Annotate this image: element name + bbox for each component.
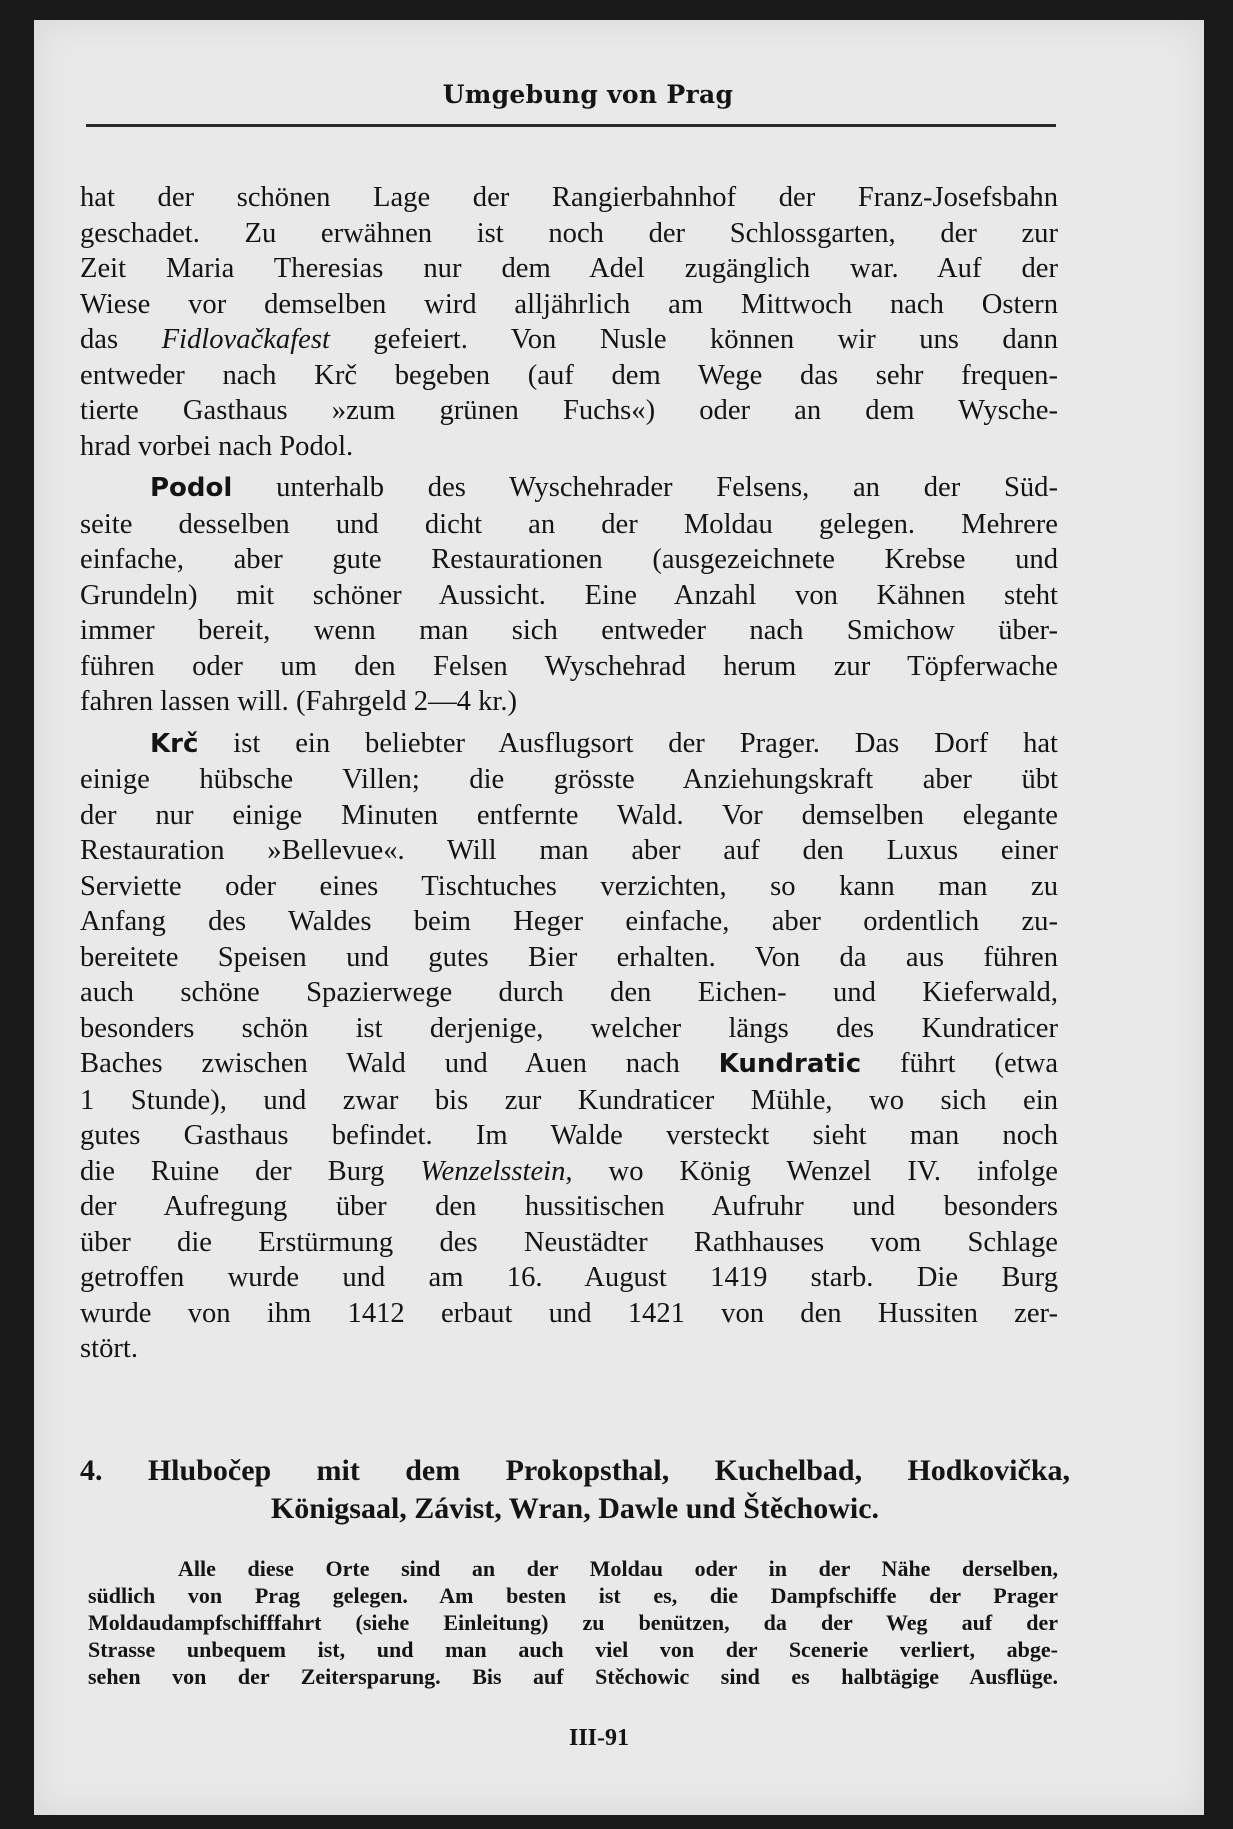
text-line: gutes Gasthaus befindet. Im Walde versteckt sieht man noch <box>80 1120 1058 1151</box>
text-line: getroffen wurde und am 16. August 1419 starb. Die Burg <box>80 1262 1058 1293</box>
text-line: das Fidlovačkafest gefeiert. Von Nusle können wir uns dann <box>80 324 1058 355</box>
text-line: seite desselben und dicht an der Moldau gelegen. Mehrere <box>80 508 1058 540</box>
note-line: Alle diese Orte sind an der Moldau oder in der Nähe derselben, <box>178 1556 1058 1581</box>
text-line: Krč ist ein beliebter Ausflugsort der Prager. Das Dorf hat <box>150 727 1058 759</box>
text-line: stört. <box>80 1333 138 1364</box>
text-line: Zeit Maria Theresias nur dem Adel zugänglich war. Auf der <box>80 253 1058 284</box>
text-line: einfache, aber gute Restaurationen (ausgezeichnete Krebse und <box>80 544 1058 575</box>
italic-fidlovackafest: Fidlovačkafest <box>161 324 330 355</box>
place-name-kundratic: Kundratic <box>718 1049 862 1079</box>
text-line: auch schöne Spazierwege durch den Eichen- und Kieferwald, <box>80 977 1058 1008</box>
text-line: besonders schön ist derjenige, welcher längs des Kundraticer <box>80 1012 1058 1044</box>
document-page <box>34 20 1204 1815</box>
running-header: Umgebung von Prag <box>442 80 734 109</box>
paragraph-nusle <box>80 180 1058 464</box>
text-line: der nur einige Minuten entfernte Wald. Vor demselben elegante <box>80 799 1058 831</box>
paragraph-krc <box>80 726 1058 1367</box>
body-text <box>80 180 1058 1373</box>
text-line: tierte Gasthaus »zum grünen Fuchs«) oder an dem Wysche- <box>80 395 1058 426</box>
note-line: sehen von der Zeitersparung. Bis auf Stěchowic sind es halbtägige Ausflüge. <box>88 1664 1058 1689</box>
text-line: fahren lassen will. (Fahrgeld 2—4 kr.) <box>80 686 518 717</box>
text-line: die Ruine der Burg Wenzelsstein, wo König Wenzel IV. infolge <box>80 1155 1058 1187</box>
text-line: einige hübsche Villen; die grösste Anziehungskraft aber übt <box>80 764 1058 795</box>
text-line: hat der schönen Lage der Rangierbahnhof der Franz-Josefsbahn <box>80 182 1058 213</box>
text-line: Anfang des Waldes beim Heger einfache, aber ordentlich zu- <box>80 906 1058 937</box>
place-name-krc: Krč <box>150 728 199 759</box>
text-line: immer bereit, wenn man sich entweder nach Smichow über- <box>80 615 1058 646</box>
text-line: führen oder um den Felsen Wyschehrad herum zur Töpferwache <box>80 650 1058 682</box>
text-line: hrad vorbei nach Podol. <box>80 430 354 462</box>
text-line: entweder nach Krč begeben (auf dem Wege das sehr frequen- <box>80 359 1058 391</box>
section-heading-line: 4. Hlubočep mit dem Prokopsthal, Kuchelbad, Hodkovička, <box>80 1454 1070 1487</box>
text-line: Grundeln) mit schöner Aussicht. Eine Anzahl von Kähnen steht <box>80 579 1058 611</box>
page-number: III-91 <box>568 1725 629 1751</box>
section-heading <box>80 1452 1070 1528</box>
section-heading-line: Königsaal, Závist, Wran, Dawle und Štěchowic. <box>270 1492 880 1525</box>
text-line: bereitete Speisen und gutes Bier erhalten. Von da aus führen <box>80 941 1058 973</box>
note-line: Strasse unbequem ist, und man auch viel von der Scenerie verliert, abge- <box>88 1637 1058 1662</box>
text-line: 1 Stunde), und zwar bis zur Kundraticer Mühle, wo sich ein <box>80 1084 1058 1116</box>
header-rule <box>86 124 1056 127</box>
text-line: wurde von ihm 1412 erbaut und 1421 von den Hussiten zer- <box>80 1297 1058 1329</box>
text-line: über die Erstürmung des Neustädter Rathhauses vom Schlage <box>80 1226 1058 1258</box>
text-line: Restauration »Bellevue«. Will man aber auf den Luxus einer <box>80 835 1058 866</box>
text-line: Serviette oder eines Tischtuches verzichten, so kann man zu <box>80 870 1058 902</box>
note-line: südlich von Prag gelegen. Am besten ist es, die Dampfschiffe der Prager <box>88 1583 1058 1608</box>
text-line: Baches zwischen Wald und Auen nach Kundratic führt (etwa <box>80 1048 1059 1079</box>
text-line: der Aufregung über den hussitischen Aufruhr und besonders <box>80 1191 1058 1222</box>
paragraph-podol <box>80 470 1058 720</box>
text-line: Wiese vor demselben wird alljährlich am Mittwoch nach Ostern <box>80 288 1058 320</box>
note-line: Moldaudampfschifffahrt (siehe Einleitung) zu benützen, da der Weg auf der <box>88 1610 1058 1635</box>
text-line: geschadet. Zu erwähnen ist noch der Schlossgarten, der zur <box>80 217 1058 249</box>
text-line: Podol unterhalb des Wyschehrader Felsens, an der Süd- <box>150 472 1059 503</box>
place-name-podol: Podol <box>150 473 233 503</box>
italic-wenzelsstein: Wenzelsstein, <box>420 1155 573 1187</box>
section-note <box>88 1555 1058 1690</box>
